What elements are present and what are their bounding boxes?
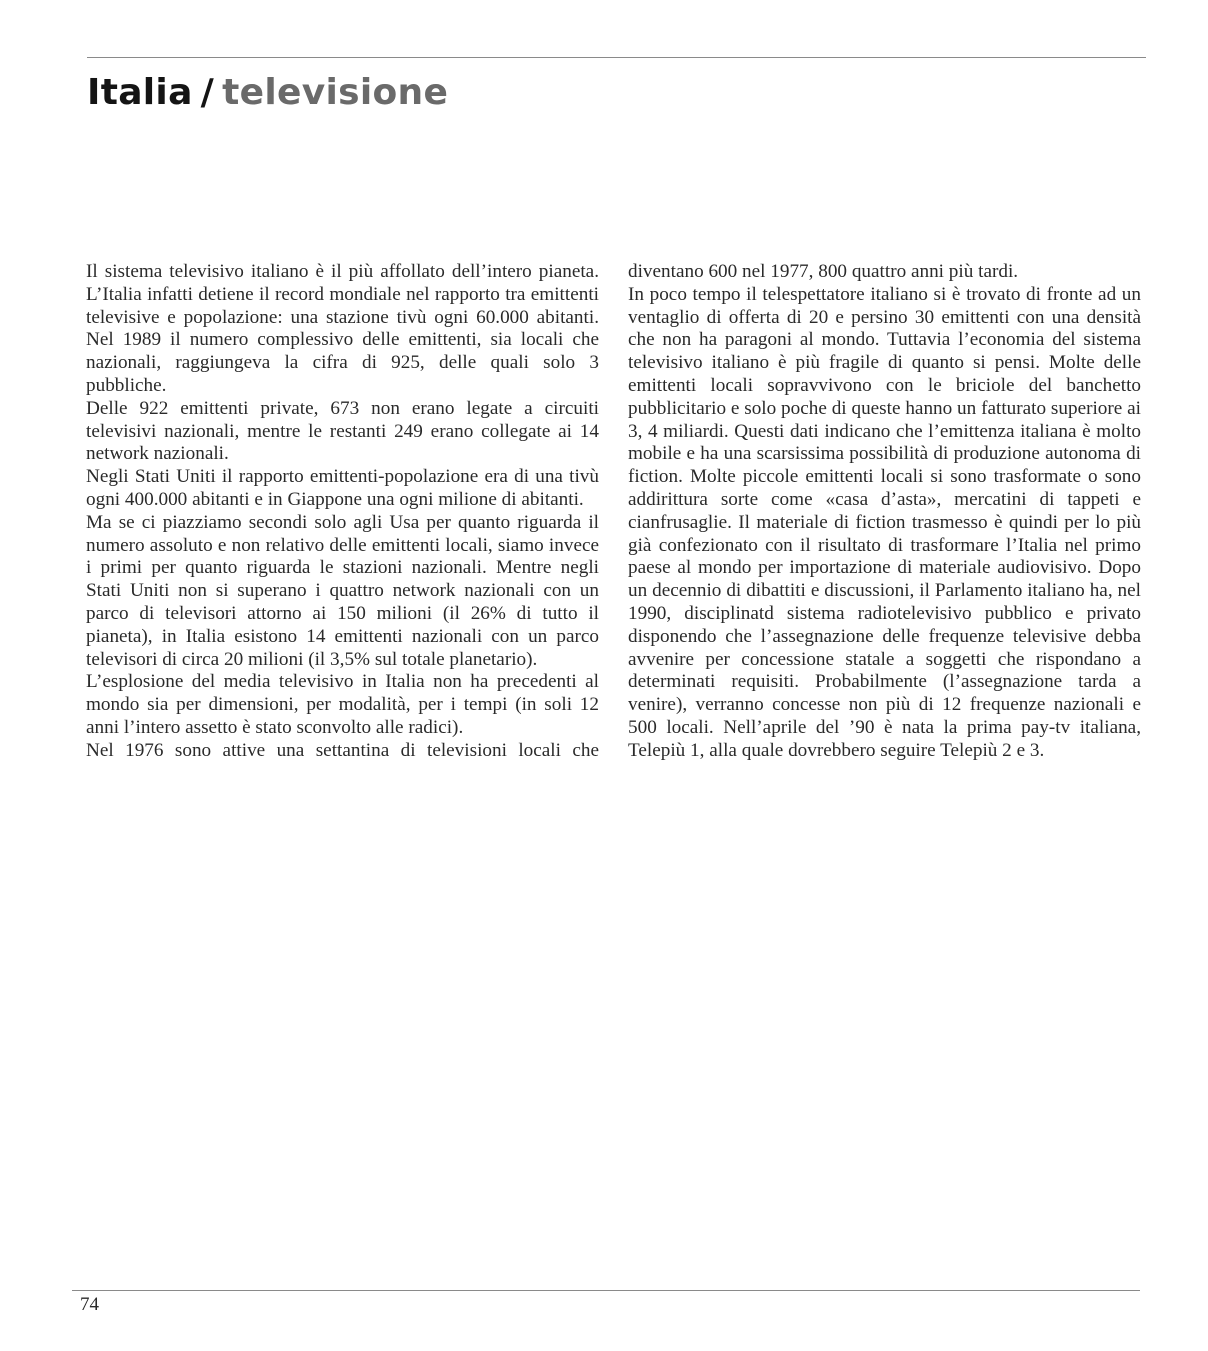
paragraph: Il sistema televisivo italiano è il più affollato dell’intero pianeta. L’Italia infatti detiene il record mondiale nel rapporto tra emittenti televisive e popolazione: una stazione tivù ogni 60.000 abitanti. Nel 1989 il numero complessivo delle emittenti, sia locali che nazionali, raggiungeva la cifra di 925, delle quali solo 3 pubbliche.	[86, 261, 599, 396]
paragraph: diventano 600 nel 1977, 800 quattro anni più tardi.	[628, 261, 1019, 282]
paragraph: Ma se ci piazziamo secondi solo agli Usa per quanto riguarda il numero assoluto e non relativo delle emittenti locali, siamo invece i primi per quanto riguarda le stazioni nazionali. Mentre negli Stati Uniti non si superano i quattro network nazionali con un parco di televisori attorno ai 150 milioni (il 26% di tutto il pianeta), in Italia esistono 14 emittenti nazionali con un parco televisori di circa 20 milioni (il 3,5% sul totale planetario).	[86, 511, 599, 670]
paragraph: Negli Stati Uniti il rapporto emittenti-popolazione era di una tivù ogni 400.000 abitanti e in Giappone una ogni milione di abitanti.	[86, 466, 599, 510]
page-title	[87, 72, 448, 113]
bottom-divider	[72, 1290, 1140, 1291]
title-sub: televisione	[222, 72, 449, 113]
paragraph: Nel 1976 sono attive una settantina di televisioni locali che	[86, 739, 599, 761]
title-main: Italia	[87, 72, 193, 113]
article-column-left	[86, 261, 599, 763]
paragraph: In poco tempo il telespettatore italiano si è trovato di fronte ad un ventaglio di offerta di 20 e persino 30 emittenti con una densità che non ha paragoni al mondo. Tuttavia l’economia del sistema televisivo italiano è più fragile di quanto si pensi. Molte delle emittenti locali sopravvivono con le briciole del banchetto pubblicitario e solo poche di queste hanno un fatturato superiore ai 3, 4 miliardi. Questi dati indicano che l’emittenza italiana è molto mobile e ha una scarsissima possibilità di produzione autonoma di fiction. Molte piccole emittenti locali si sono trasformate o sono addirittura sorte come «casa d’asta», mercatini di tappeti e cianfrusaglie. Il materiale di fiction trasmesso è quindi per lo più già confezionato con il risultato di trasformare l’Italia nel primo paese al mondo per importazione di materiale audiovisivo. Dopo un decennio di dibattiti e discussioni, il Parlamento italiano ha, nel 1990, disciplinatd sistema radiotelevisivo pubblico e privato disponendo che l’assegnazione delle frequenze televisive debba avvenire per concessione statale a soggetti che rispondano a determinati requisiti. Probabilmente (l’assegnazione tarda a venire), verranno concesse non più di 12 frequenze nazionali e 500 locali. Nell’aprile del ’90 è nata la prima pay-tv italiana, Telepiù 1, alla quale dovrebbero seguire Telepiù 2 e 3.	[628, 283, 1141, 761]
article-column-right	[628, 261, 1141, 763]
page-number: 74	[80, 1294, 99, 1315]
top-divider	[87, 57, 1146, 58]
paragraph: Delle 922 emittenti private, 673 non erano legate a circuiti televisivi nazionali, mentre le restanti 249 erano collegate ai 14 network nazionali.	[86, 397, 599, 465]
paragraph: L’esplosione del media televisivo in Italia non ha precedenti al mondo sia per dimensioni, per modalità, per i tempi (in soli 12 anni l’intero assetto è stato sconvolto alle radici).	[86, 671, 599, 738]
title-separator: /	[200, 72, 215, 113]
